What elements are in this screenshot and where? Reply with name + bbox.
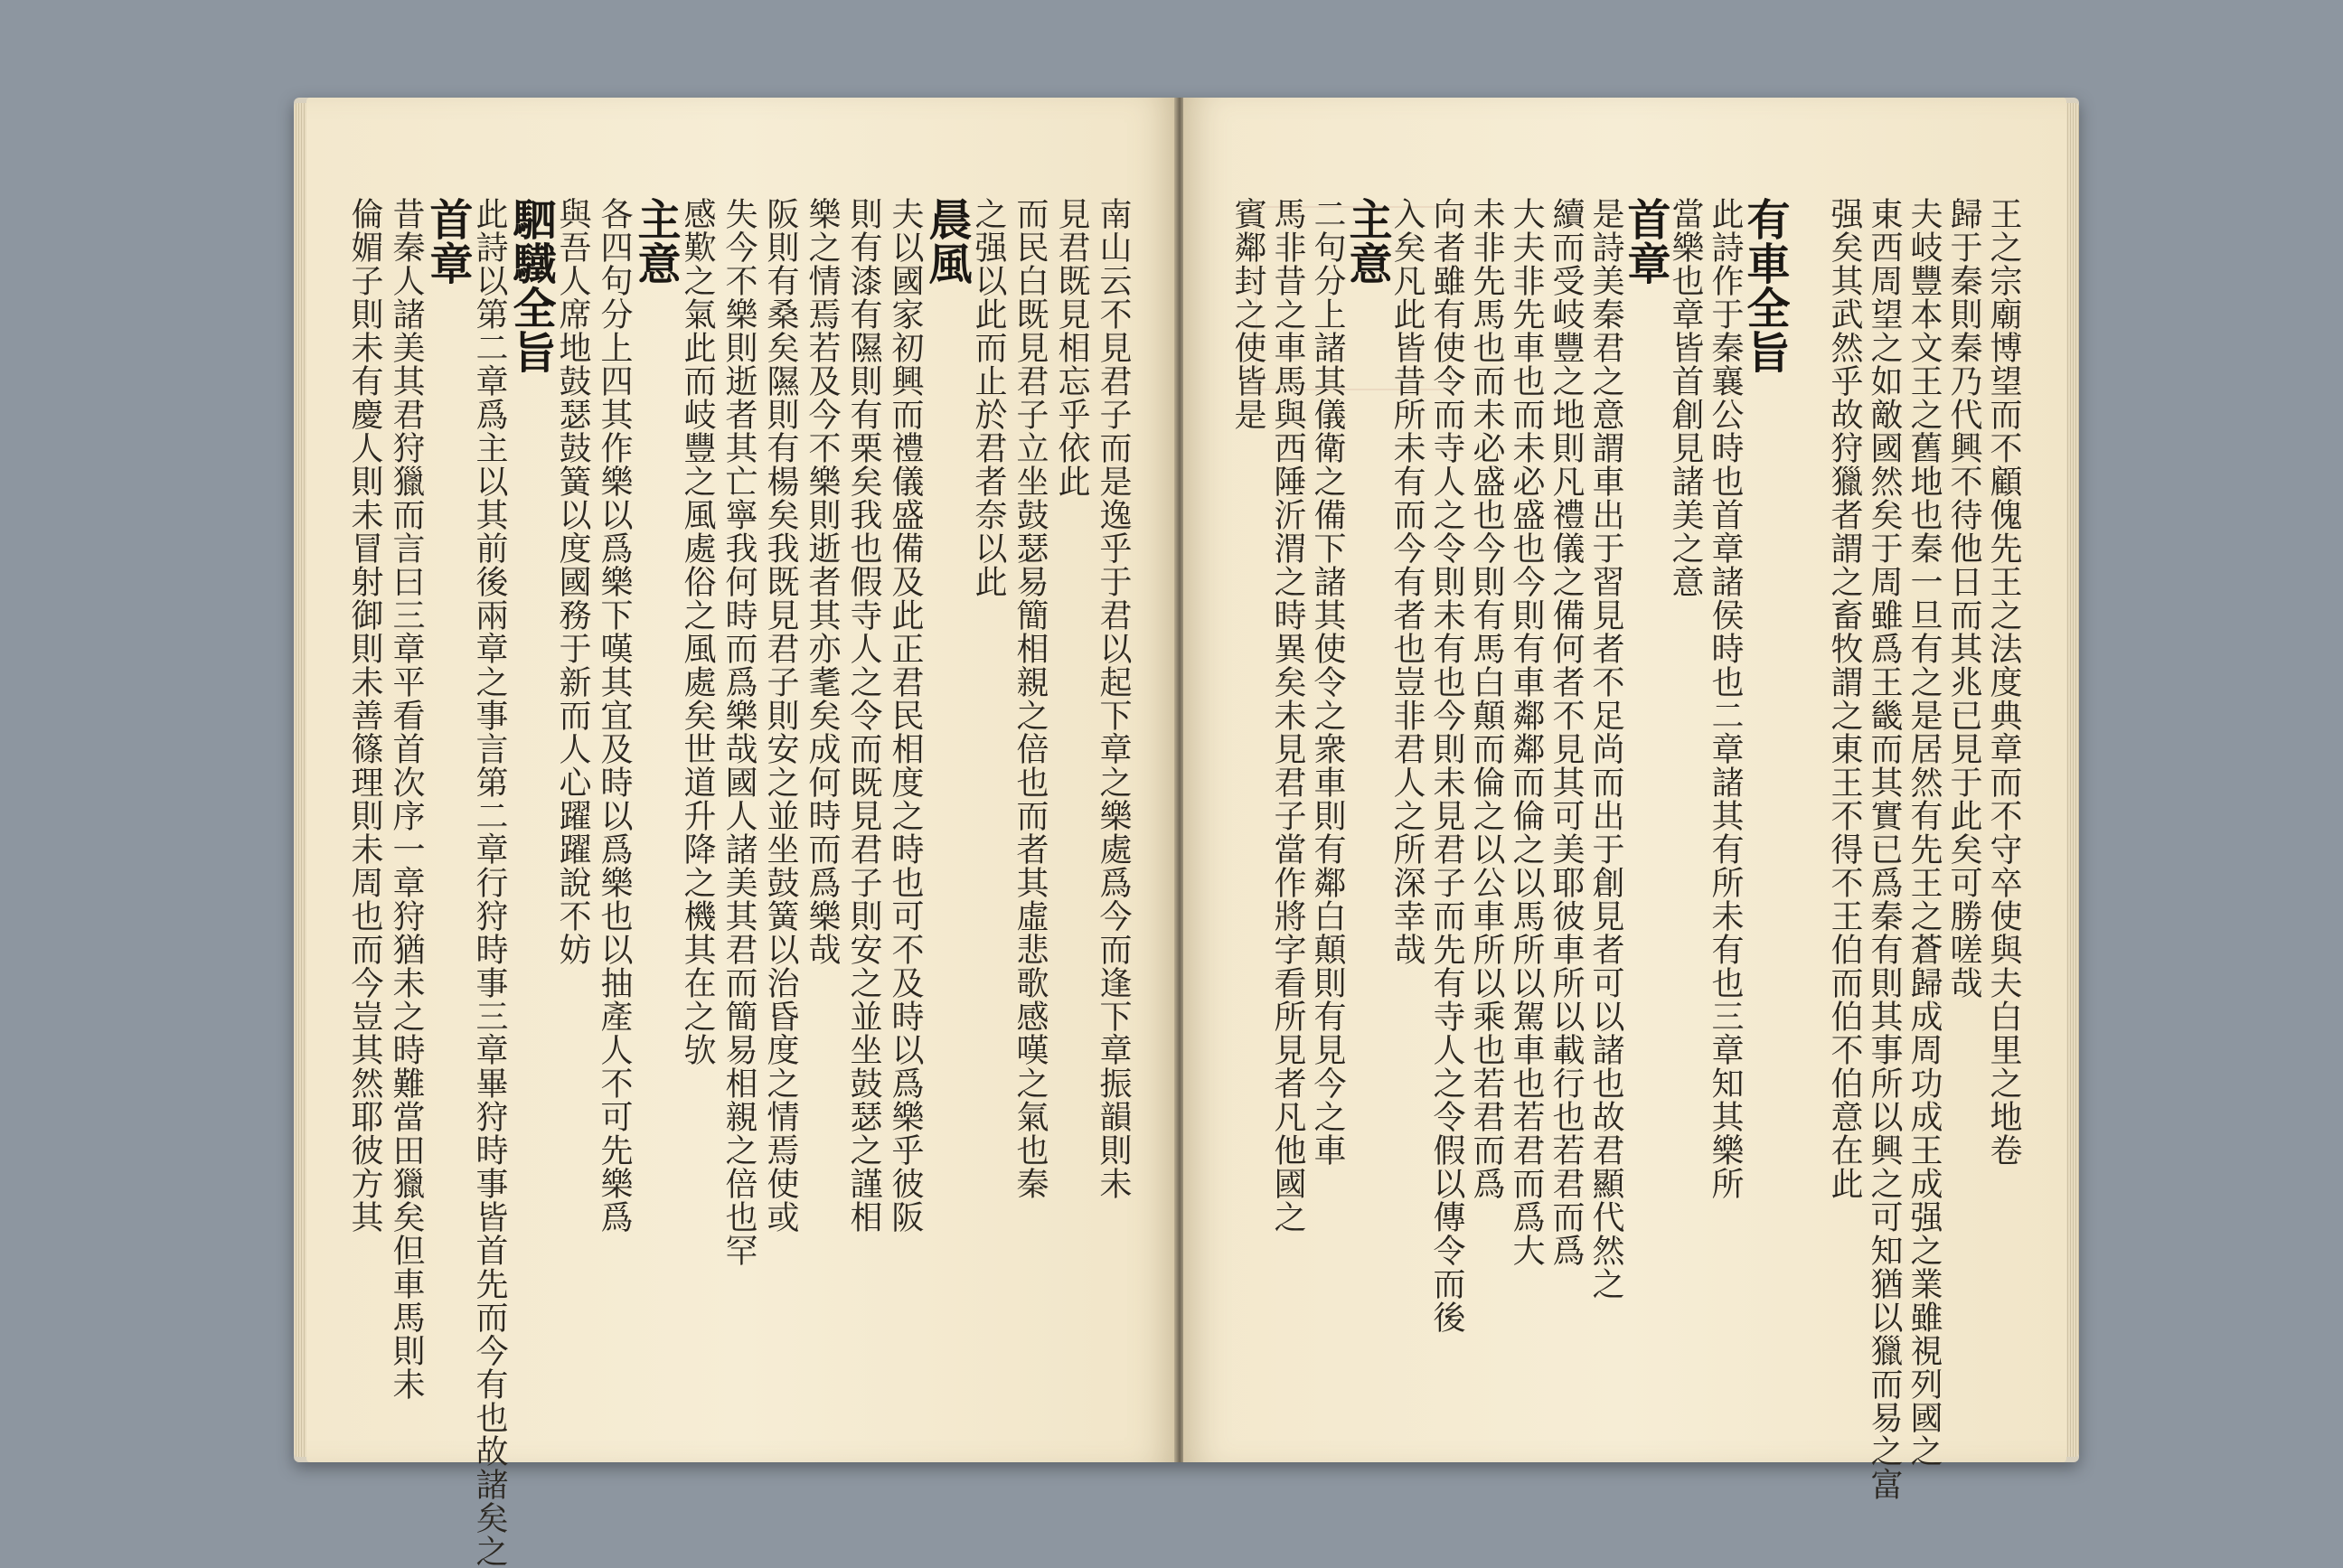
text-column: 夫以國家初興而禮儀盛備及此正君民相度之時也可不及時以爲樂乎彼阪: [887, 197, 924, 1234]
section-heading: 首章: [422, 197, 473, 286]
open-book: [294, 98, 2079, 1568]
right-page-text: [1219, 197, 2030, 1501]
text-column: 見君既見相忘乎依此: [1053, 197, 1090, 498]
text-column: 向者雖有使令而寺人之令則未有也今則未見君子而先有寺人之令假以傳令而後: [1428, 197, 1465, 1334]
text-column: 失今不樂則逝者其亡寧我何時而爲樂哉國人諸美其君而簡易相親之倍也罕: [720, 197, 757, 1267]
section-heading: 主意: [630, 197, 681, 286]
text-column: 阪則有桑矣隰則有楊矣我既見君子則安之並坐鼓簧以治昏度之情焉使或: [762, 197, 799, 1234]
text-column: 夫岐豐本文王之舊地也秦一旦有之是居然有先王之蒼歸成周功成王成强之業雖視列國之: [1905, 197, 1943, 1468]
section-heading: 駟驖全旨: [505, 197, 556, 374]
text-column: 强矣其武然乎故狩獵者謂之畜牧謂之東王不得不王伯而伯不伯意在此: [1826, 197, 1863, 1200]
text-column: 歸于秦則秦乃代興不待他日而其兆已見于此矣可勝嗟哉: [1945, 197, 1982, 1000]
text-column: 南山云不見君子而是逸乎于君以起下章之樂處爲今而逢下章振韻則未: [1095, 197, 1132, 1200]
text-column: 昔秦人諸美其君狩獵而言曰三章平看首次序一章狩猶未之時難當田獵矣但車馬則未: [388, 197, 425, 1401]
text-column: 東西周望之如敵國然矣于周雖爲王畿而其實已爲秦有則其事所以興之可知猶以獵而易之富: [1866, 197, 1903, 1501]
text-column: 馬非昔之車馬與西陲沂渭之時異矣未見君子當作將字看所見者凡他國之: [1269, 197, 1306, 1234]
text-column: 當樂也章皆首創見諸美之意: [1667, 197, 1704, 598]
section-heading: 晨風: [921, 197, 972, 286]
text-column: 而民白既見君子立坐鼓瑟易簡相親之倍也而者其虛悲歌感嘆之氣也秦: [1012, 197, 1049, 1200]
text-column: 感歎之氣此而岐豐之風處俗之風處矣世道升降之機其在之欤: [679, 197, 716, 1066]
text-column: 樂之情焉若及今不樂則逝者其亦耄矣成何時而爲樂哉: [804, 197, 841, 966]
text-column: 續而受岐豐之地則凡禮儀之備何者不見其可美耶彼車所以載行也若君而爲: [1548, 197, 1585, 1267]
text-column: 未非先馬也而未必盛也今則有馬白顛而倫之以公車所以乘也若君而爲: [1468, 197, 1505, 1200]
text-column: 大夫非先車也而未必盛也今則有車鄰鄰而倫之以馬所以駕車也若君而爲大: [1508, 197, 1545, 1267]
text-column: 此詩以第二章爲主以其前後兩章之事言第二章行狩時事三章畢狩時事皆首先而今有也故諸矣之: [471, 197, 508, 1568]
text-column: 二句分上諸其儀衛之備下諸其使令之衆車則有鄰白顛則有見今之車: [1309, 197, 1346, 1167]
text-column: 之强以此而止於君者奈以此: [970, 197, 1007, 598]
left-page-text: [343, 197, 1140, 1568]
text-column: 倫媚子則未有慶人則未冒射御則未善篠理則未周也而今豈其然耶彼方其: [346, 197, 383, 1234]
text-column: 各四句分上四其作樂以爲樂下嘆其宜及時以爲樂也以抽產人不可先樂爲: [596, 197, 633, 1234]
section-heading: 有車全旨: [1739, 197, 1790, 374]
text-column: 與吾人席地鼓瑟鼓簧以度國務于新而人心躍躍說不妨: [554, 197, 591, 966]
text-column: 入矣凡此皆昔所未有而今有者也豈非君人之所深幸哉: [1388, 197, 1426, 966]
section-heading: 首章: [1620, 197, 1670, 286]
text-column: 是詩美秦君之意謂車出于習見者不足尚而出于創見者可以諸也故君顯代然之: [1587, 197, 1624, 1300]
text-column: 王之宗廟博望而不顧傀先王之法度典章而不守卒使與夫白里之地卷: [1985, 197, 2022, 1167]
text-column: 此詩作于秦襄公時也首章諸侯時也二章諸其有所未有也三章知其樂所: [1707, 197, 1744, 1200]
text-column: 則有漆有隰則有栗矣我也假寺人之令而既見君子則安之並坐鼓瑟之謹相: [845, 197, 882, 1234]
text-column: 賓鄰封之使皆是: [1229, 197, 1266, 431]
section-heading: 主意: [1341, 197, 1392, 286]
left-page: [306, 98, 1176, 1568]
right-fore-edge: [2065, 103, 2079, 1457]
right-page: [1183, 98, 2066, 1501]
